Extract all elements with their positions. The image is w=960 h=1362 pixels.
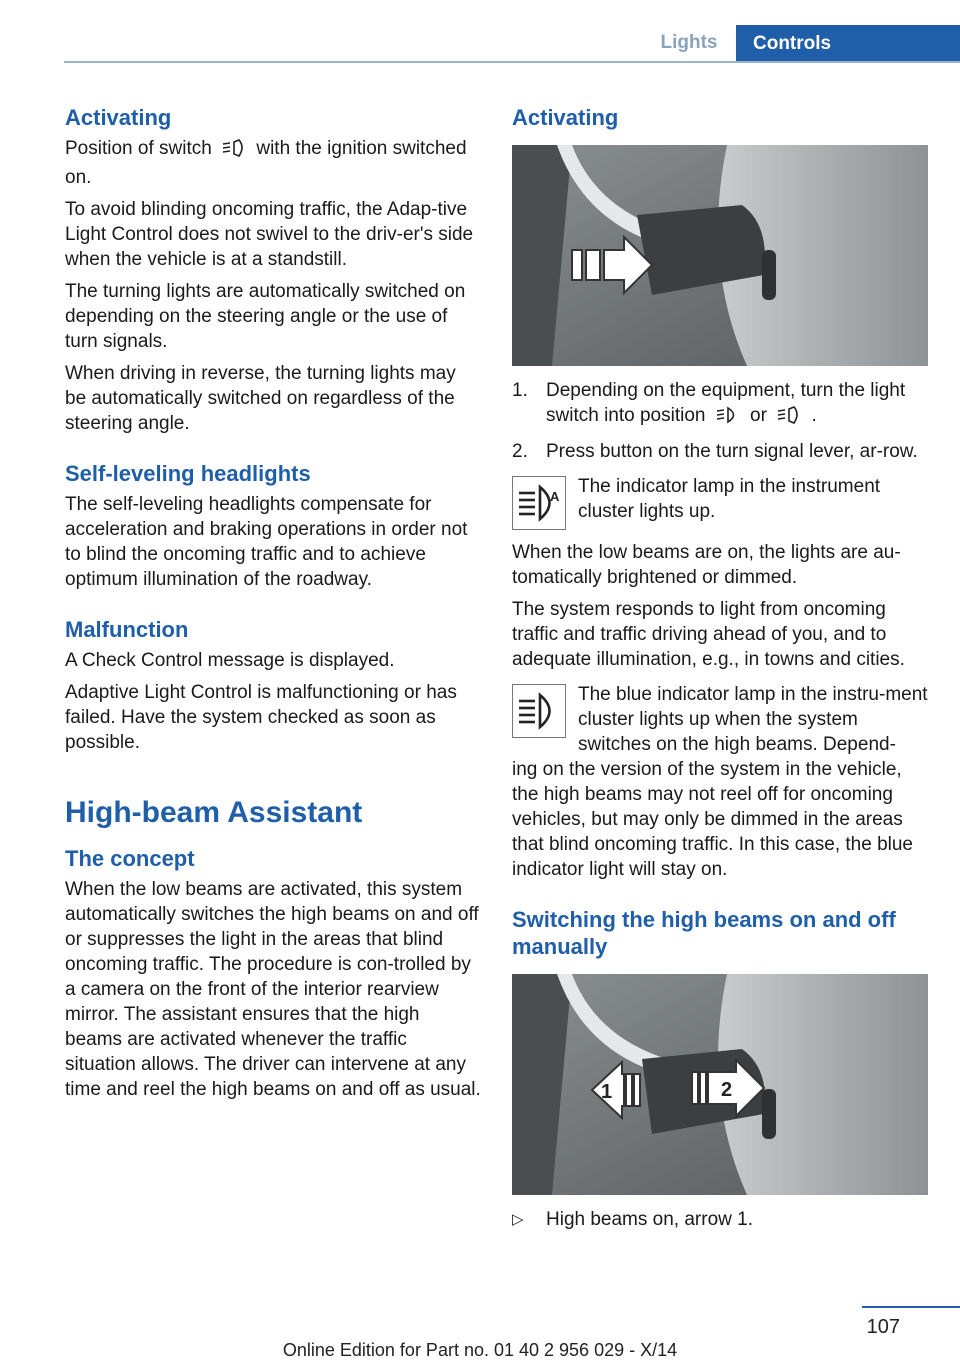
paragraph-self-leveling: The self-leveling headlights compensate for acceleration and braking operations in order not to blind the oncoming traffic and to achieve optimum illumination of the roadway. [65, 494, 468, 590]
indicator-note-2 [512, 682, 928, 757]
high-beam-lever-photo [512, 974, 928, 1195]
header-rule [64, 61, 960, 63]
indicator-note-1 [512, 474, 928, 530]
indicator-2-continued: ing on the version of the system in the vehicle, the high beams may not reel off for oncoming vehicles, but may only be dimmed in the areas that blind oncoming traffic. In this case, the blue indicator light will stay on. [512, 759, 913, 880]
high-beam-assistant-heading: High-beam Assistant [65, 796, 363, 829]
step1-text: Depending on the equipment, turn the light switch into position [546, 380, 906, 426]
turn-signal-lever-photo [512, 145, 928, 366]
self-leveling-heading: Self-leveling headlights [65, 461, 311, 486]
step-text [546, 378, 928, 432]
paragraph-position-switch [65, 136, 481, 190]
bullet-high-beams-on [512, 1207, 928, 1232]
high-beam-assistant-indicator-icon [512, 476, 566, 530]
paragraph-malfunction: Adaptive Light Control is malfunctioning or has failed. Have the system checked as soon as possible. [65, 682, 457, 753]
bullet-text: High beams on, arrow 1. [546, 1209, 753, 1230]
right-activating-heading: Activating [512, 105, 619, 130]
step1-or: or [750, 405, 767, 426]
bullet-triangle-icon: ▷ [512, 1211, 524, 1228]
arrow-1-label: 1 [601, 1081, 613, 1103]
activating-heading: Activating [65, 105, 172, 130]
high-beam-indicator-icon [512, 684, 566, 738]
footer-rule [862, 1306, 960, 1308]
list-item-step-1 [512, 378, 928, 432]
step1-end: . [811, 405, 817, 426]
arrow-2-label: 2 [721, 1079, 733, 1101]
step-text: Press button on the turn signal lever, ar-row. [546, 441, 918, 462]
step-number: 2. [512, 441, 528, 462]
p1-after: with the ignition switched on. [65, 138, 467, 188]
paragraph-concept: When the low beams are activated, this system automatically switches the high beams on and off or suppresses the light in the areas that blind oncoming traffic. The procedure is con-trolled by a camera on the front of the interior rearview mirror. The assistant ensures that the high beams are activated whenever the traffic situation allows. The driver can intervene at any time and reel the high beams on and off as usual. [65, 879, 481, 1100]
svg-text:A: A [550, 489, 560, 504]
low-beam-icon [715, 405, 741, 432]
adaptive-light-switch-icon [776, 405, 802, 432]
concept-heading: The concept [65, 846, 195, 871]
tab-lights: Lights [660, 32, 718, 53]
step-number: 1. [512, 380, 528, 401]
paragraph-check-control: A Check Control message is displayed. [65, 650, 395, 671]
indicator-1-text: The indicator lamp in the instrument cluster lights up. [578, 476, 881, 522]
paragraph-turning-lights: The turning lights are automatically switched on depending on the steering angle or the use of turn signals. [65, 281, 466, 352]
paragraph-low-beams: When the low beams are on, the lights are au-tomatically brightened or dimmed. [512, 542, 901, 588]
tab-controls: Controls [736, 25, 960, 62]
right-column [512, 104, 928, 1232]
p1-before: Position of switch [65, 138, 212, 159]
page-number: 107 [866, 1316, 900, 1338]
switching-heading: Switching the high beams on and off manually [512, 907, 896, 959]
adaptive-light-switch-icon [221, 138, 247, 165]
indicator-2-text: The blue indicator lamp in the instru-ment cluster lights up when the system switches on the high beams. Depend- [578, 684, 928, 755]
edition-footer: Online Edition for Part no. 01 40 2 956 029 - X/14 [282, 1340, 678, 1360]
left-column [65, 104, 481, 1102]
paragraph-system-responds: The system responds to light from oncoming traffic and traffic driving ahead of you, and to adequate illumination, e.g., in towns and cities. [512, 599, 905, 670]
list-item-step-2 [512, 439, 928, 464]
malfunction-heading: Malfunction [65, 617, 189, 642]
paragraph-reverse: When driving in reverse, the turning lights may be automatically switched on regardless of the steering angle. [65, 363, 456, 434]
paragraph-swivel: To avoid blinding oncoming traffic, the Adap-tive Light Control does not swivel to the driv-er's side when the vehicle is at a standstill. [65, 199, 474, 270]
